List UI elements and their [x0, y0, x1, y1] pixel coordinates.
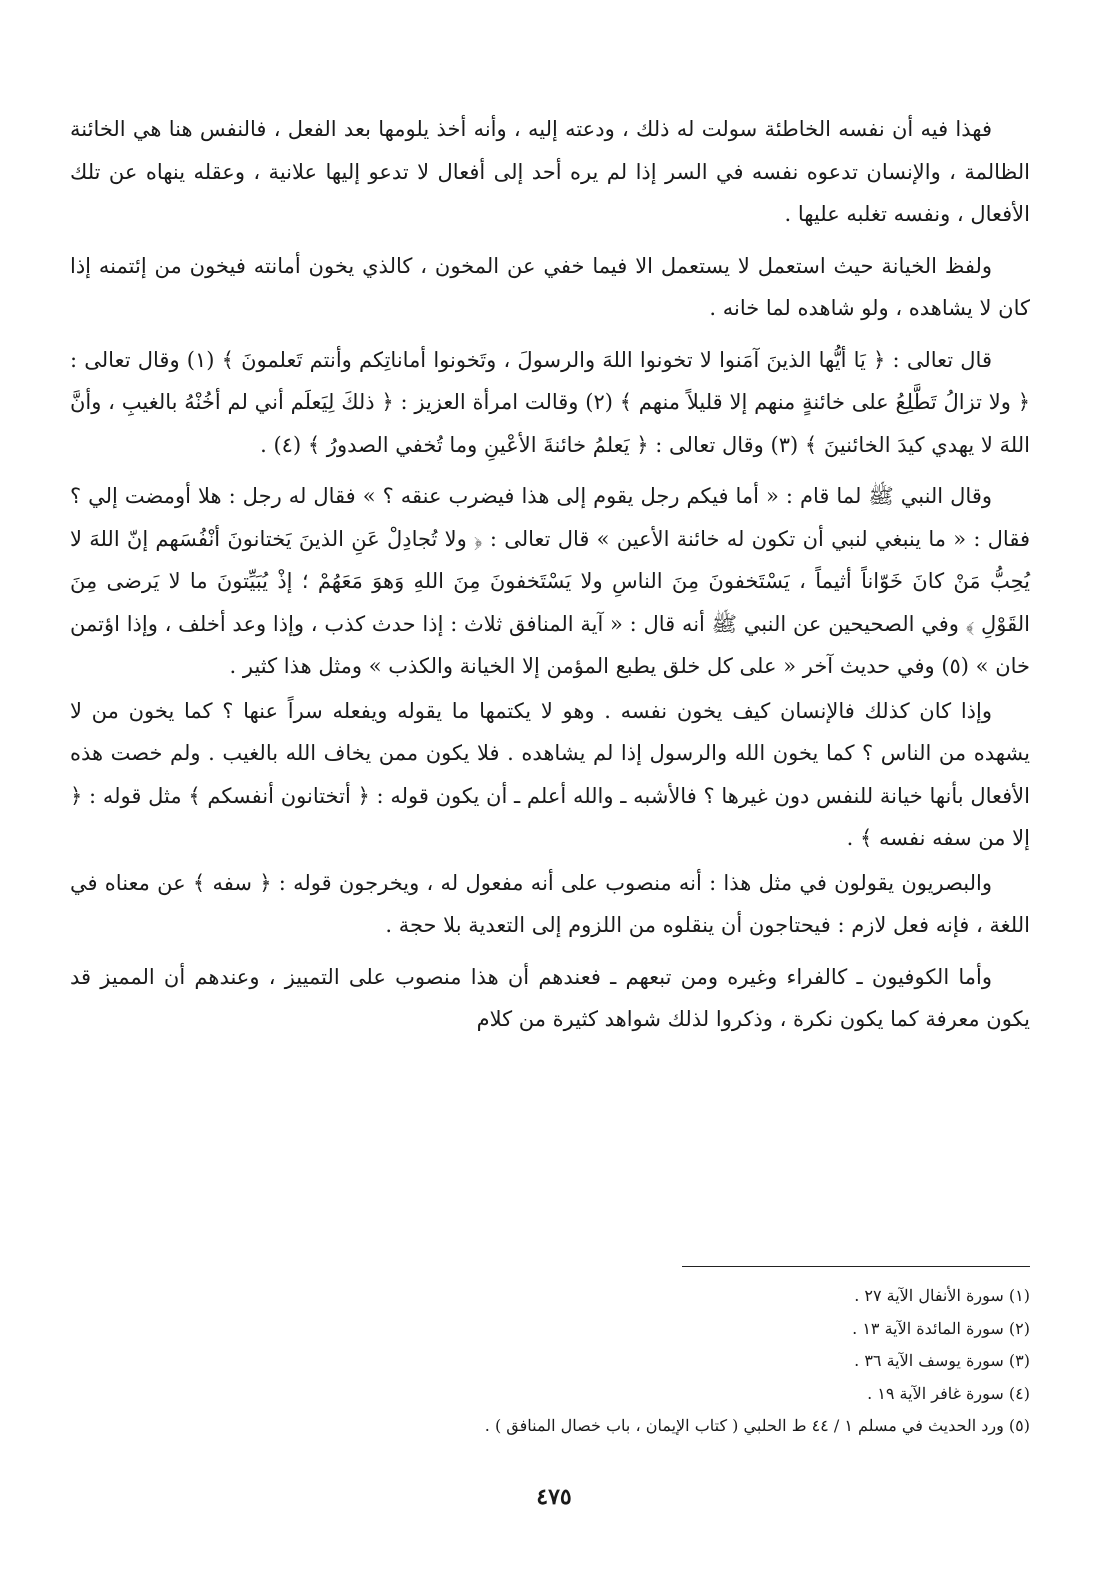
footnote-4: (٤) سورة غافر الآية ١٩ . — [867, 1383, 1030, 1403]
page-number: ٤٧٥ — [536, 1484, 572, 1510]
paragraph-5: وإذا كان كذلك فالإنسان كيف يخون نفسه . وهو لا يكتمها ما يقوله ويفعله سراً عنها ؟ كما يخون من لا يشهده من الناس ؟ كما يخون الله والرسول إذا لم يشاهده . فلا يكون ممن يخاف الله بالغيب . ولم خصت هذه الأفعال بأنها خيانة للنفس دون غيرها ؟ فالأشبه ـ والله أعلم ـ أن يكون قوله : ﴿ أتختانون أنفسكم ﴾ مثل قوله : ﴿ إلا من سفه نفسه ﴾ . — [70, 698, 1030, 850]
footnote-5: (٥) ورد الحديث في مسلم ١ / ٤٤ ط الحلبي ( كتاب الإيمان ، باب خصال المنافق ) . — [484, 1416, 1030, 1435]
footnotes-list — [300, 1280, 1030, 1443]
paragraph-3: قال تعالى : ﴿ يَا أيُّها الذينَ آمَنوا لا تخونوا اللهَ والرسولَ ، وتَخونوا أماناتِكم وأنتم تَعلمونَ ﴾ (١) وقال تعالى : ﴿ ولا تزالُ تَطَّلِعُ على خائنةٍ منهم إلا قليلاً منهم ﴾ (٢) وقالت امرأة العزيز : ﴿ ذلكَ لِيَعلَم أني لم أخُنْهُ بالغيبِ ، وأنَّ اللهَ لا يهدي كيدَ الخائنينَ ﴾ (٣) وقال تعالى : ﴿ يَعلمُ خائنةَ الأعْينِ وما تُخفي الصدورُ ﴾ (٤) . — [70, 347, 1030, 457]
paragraph-1: فهذا فيه أن نفسه الخاطئة سولت له ذلك ، ودعته إليه ، وأنه أخذ يلومها بعد الفعل ، فالنفس هنا هي الخائنة الظالمة ، والإنسان تدعوه نفسه في السر إذا لم يره أحد إلى أفعال لا تدعو إليها علانية ، وعقله ينهاه عن تلك الأفعال ، ونفسه تغلبه عليها . — [70, 117, 1030, 226]
main-text — [70, 108, 1030, 1050]
footnote-3: (٣) سورة يوسف الآية ٣٦ . — [854, 1351, 1030, 1370]
paragraph-2: ولفظ الخيانة حيث استعمل لا يستعمل الا فيما خفي عن المخون ، كالذي يخون أمانته فيخون من إئتمنه إذا كان لا يشاهده ، ولو شاهده لما خانه . — [70, 253, 1030, 320]
footnote-1: (١) سورة الأنفال الآية ٢٧ . — [854, 1286, 1030, 1305]
footnote-2: (٢) سورة المائدة الآية ١٣ . — [852, 1318, 1030, 1338]
paragraph-7: وأما الكوفيون ـ كالفراء وغيره ومن تبعهم ـ فعندهم أن هذا منصوب على التمييز ، وعندهم أن المميز قد يكون معرفة كما يكون نكرة ، وذكروا لذلك شواهد كثيرة من كلام — [70, 964, 1030, 1031]
paragraph-4: وقال النبي ﷺ لما قام : « أما فيكم رجل يقوم إلى هذا فيضرب عنقه ؟ » فقال له رجل : هلا أومضت إلي ؟ فقال : « ما ينبغي لنبي أن تكون له خائنة الأعين » قال تعالى : ﴿ ولا تُجادِلْ عَنِ الذينَ يَختانونَ أنْفُسَهم إنّ اللهَ لا يُحِبُّ مَنْ كانَ خَوّاناً أثيماً ، يَسْتَخفونَ مِنَ الناسِ ولا يَسْتَخفونَ مِنَ اللهِ وَهوَ مَعَهُمْ ؛ إذْ يُبَيِّتونَ ما لا يَرضى مِنَ القَوْلِ ﴾ وفي الصحيحين عن النبي ﷺ أنه قال : « آية المنافق ثلاث : إذا حدث كذب ، وإذا وعد أخلف ، وإذا اؤتمن خان » (٥) وفي حديث آخر « على كل خلق يطبع المؤمن إلا الخيانة والكذب » ومثل هذا كثير . — [70, 484, 1030, 678]
paragraph-6: والبصريون يقولون في مثل هذا : أنه منصوب على أنه مفعول له ، ويخرجون قوله : ﴿ سفه ﴾ عن معناه في اللغة ، فإنه فعل لازم : فيحتاجون أن ينقلوه من اللزوم إلى التعدية بلا حجة . — [70, 870, 1030, 937]
footnote-divider — [682, 1266, 1030, 1267]
